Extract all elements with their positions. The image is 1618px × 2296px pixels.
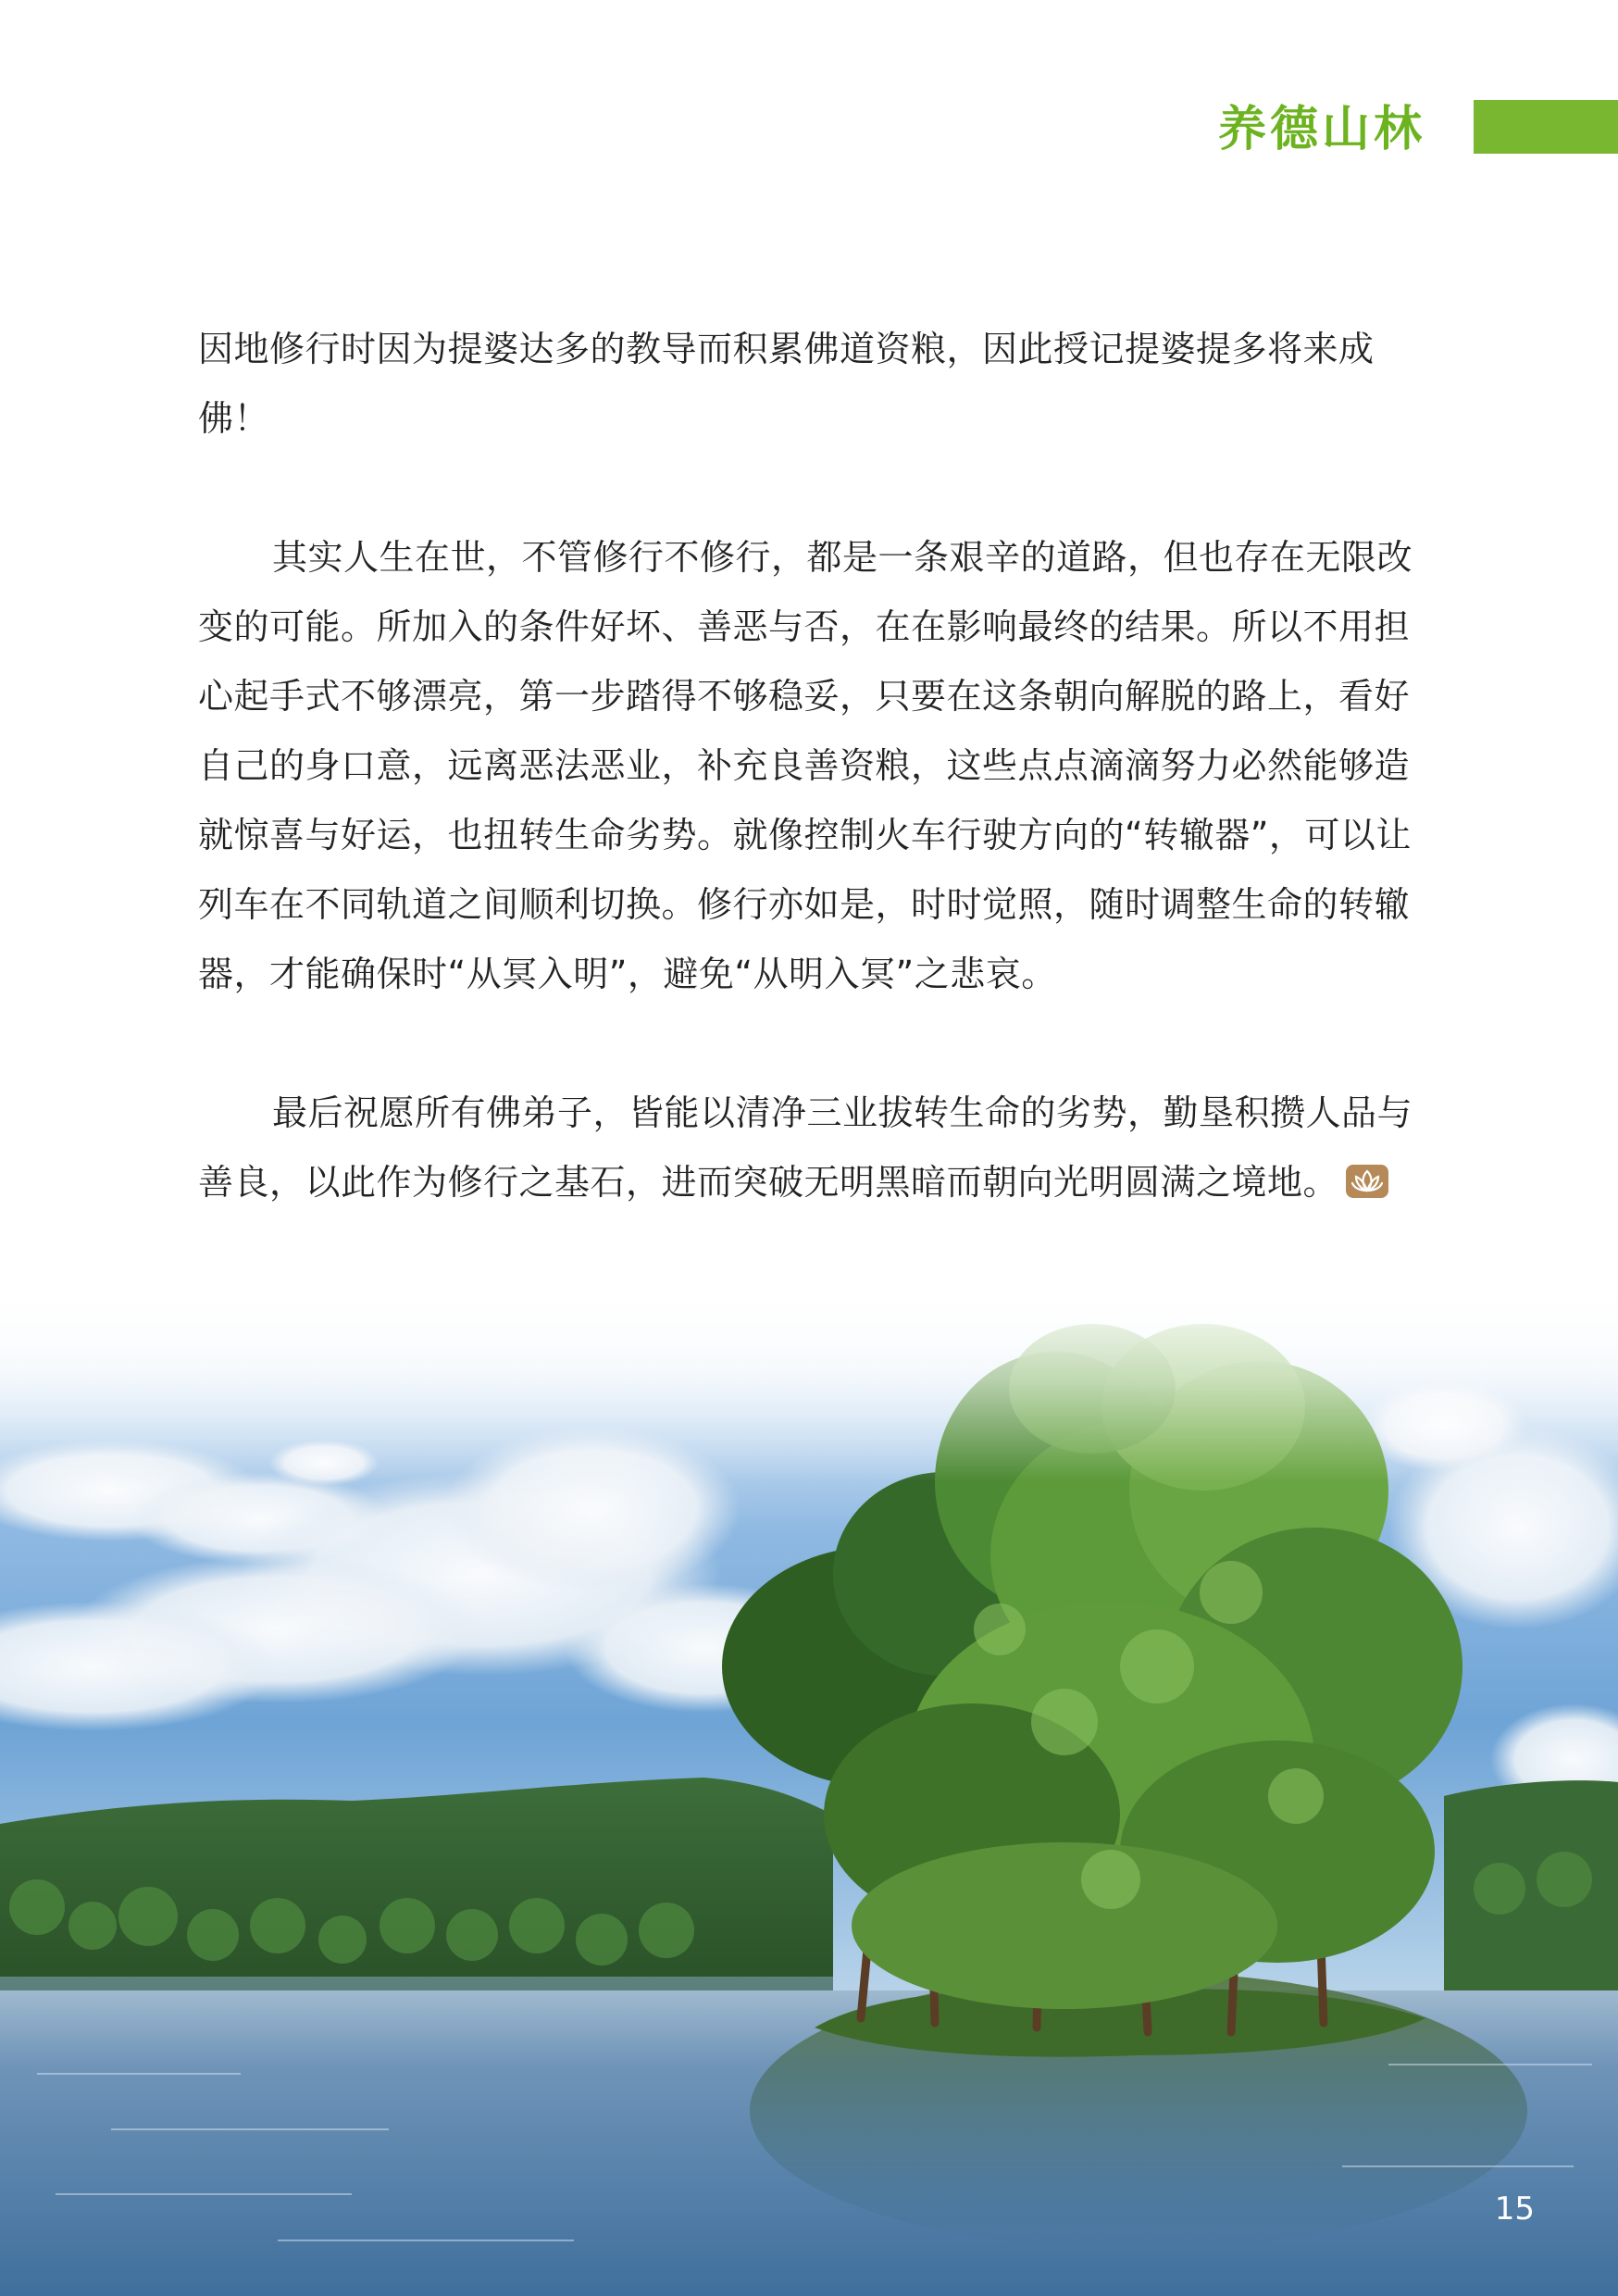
paragraph-3-text: 最后祝愿所有佛弟子，皆能以清净三业拔转生命的劣势，勤垦积攒人品与善良，以此作为修行之基石，进而突破无明黑暗而朝向光明圆满之境地。 [198,1092,1413,1203]
section-tab-decoration [1474,100,1618,154]
paragraph-1: 因地修行时因为提婆达多的教导而积累佛道资粮，因此授记提婆提多将来成佛！ [198,329,1375,439]
lake-landscape-illustration [0,1278,1618,2296]
paragraph-2: 其实人生在世，不管修行不修行，都是一条艰辛的道路，但也存在无限改变的可能。所加入的条件好坏、善恶与否，在在影响最终的结果。所以不用担心起手式不够漂亮，第一步踏得不够稳妥，只要在这条朝向解脱的路上，看好自己的身口意，远离恶法恶业，补充良善资粮，这些点点滴滴努力必然能够造就惊喜与好运，也扭转生命劣势。就像控制火车行驶方向的“转辙器”，可以让列车在不同轨道之间顺利切换。修行亦如是，时时觉照，随时调整生命的转辙器，才能确保时“从冥入明”，避免“从明入冥”之悲哀。 [198,537,1413,994]
lotus-icon [1346,1165,1388,1198]
section-title: 养德山林 [1217,102,1425,157]
paragraph-3 [198,1079,1420,1217]
page-number: 15 [1494,2190,1535,2227]
article-body [198,315,1420,1217]
